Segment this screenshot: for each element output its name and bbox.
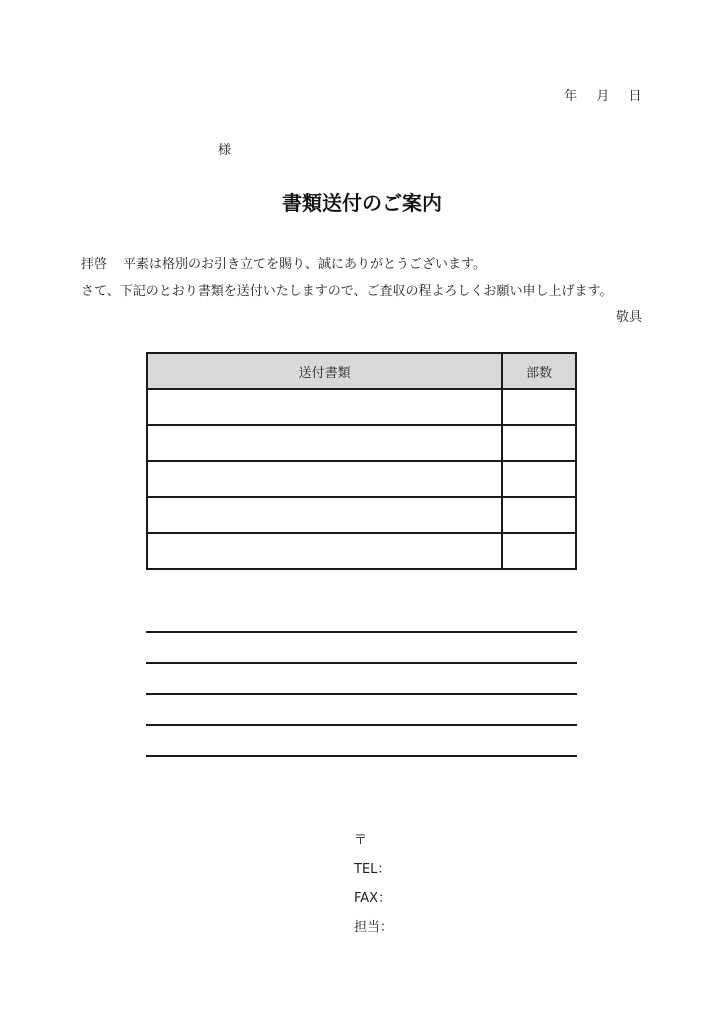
- postal-mark: 〒: [354, 833, 368, 848]
- document-cell[interactable]: [147, 461, 502, 497]
- copies-cell[interactable]: [502, 389, 576, 425]
- greeting-line-2: さて、下記のとおり書類を送付いたしますので、ご査収の程よろしくお願い申し上げます。: [81, 284, 613, 299]
- header-documents: 送付書類: [147, 353, 502, 389]
- greeting-text-1: 平素は格別のお引き立てを賜り、誠にありがとうございます。: [123, 257, 486, 272]
- date-year: 年: [564, 89, 578, 104]
- copies-cell[interactable]: [502, 497, 576, 533]
- memo-line[interactable]: [146, 724, 577, 726]
- document-cell[interactable]: [147, 389, 502, 425]
- date-line: [564, 85, 642, 104]
- table-row: [147, 461, 576, 497]
- table-row: [147, 389, 576, 425]
- date-month: 月: [596, 89, 610, 104]
- table-row: [147, 533, 576, 569]
- table-row: [147, 497, 576, 533]
- header-copies: 部数: [502, 353, 576, 389]
- closing-word: 敬具: [615, 310, 642, 325]
- copies-cell[interactable]: [502, 425, 576, 461]
- memo-line[interactable]: [146, 662, 577, 664]
- copies-cell[interactable]: [502, 533, 576, 569]
- greeting-line-1: [81, 251, 612, 278]
- memo-line[interactable]: [146, 755, 577, 757]
- documents-table: [146, 352, 577, 570]
- fax-label: FAX：: [354, 891, 392, 906]
- document-cell[interactable]: [147, 497, 502, 533]
- date-day: 日: [628, 89, 642, 104]
- memo-line[interactable]: [146, 693, 577, 695]
- table-row: [147, 425, 576, 461]
- document-cell[interactable]: [147, 533, 502, 569]
- person-in-charge-label: 担当：: [354, 920, 394, 935]
- document-title: 書類送付のご案内: [282, 191, 442, 215]
- memo-lines: [146, 631, 577, 786]
- document-cell[interactable]: [147, 425, 502, 461]
- sender-contact-block: [354, 826, 393, 942]
- table-header-row: [147, 353, 576, 389]
- greeting-paragraph: [81, 251, 612, 305]
- copies-cell[interactable]: [502, 461, 576, 497]
- addressee-suffix: 様: [218, 143, 232, 158]
- memo-line[interactable]: [146, 631, 577, 633]
- opening-word: 拝啓: [81, 257, 108, 272]
- tel-label: TEL：: [354, 862, 391, 877]
